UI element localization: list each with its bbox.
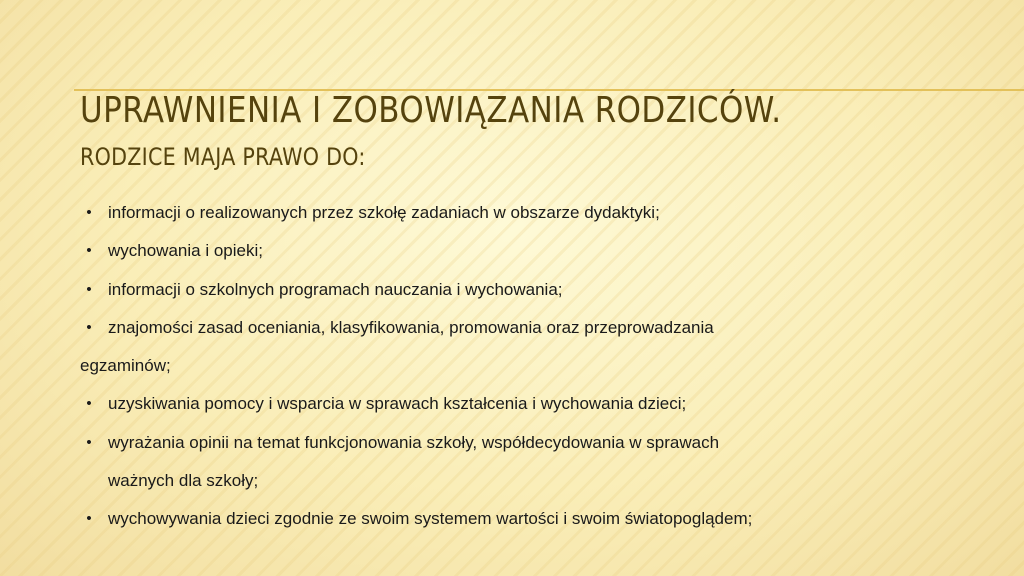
list-item-text: informacji o realizowanych przez szkołę zadaniach w obszarze dydaktyki;	[108, 203, 660, 222]
list-item	[80, 194, 980, 232]
bullet-icon: •	[86, 318, 92, 336]
list-item	[80, 424, 980, 462]
list-item-text: informacji o szkolnych programach nauczania i wychowania;	[108, 279, 563, 299]
bullet-icon: •	[86, 433, 92, 451]
list-item-text: uzyskiwania pomocy i wsparcia w sprawach kształcenia i wychowania dzieci;	[108, 394, 687, 414]
list-item-text: wychowywania dzieci zgodnie ze swoim systemem wartości i swoim światopoglądem;	[108, 509, 753, 529]
bullet-icon: •	[86, 204, 92, 221]
bullet-icon: •	[86, 395, 92, 413]
list-item	[80, 347, 980, 385]
list-item	[80, 271, 980, 309]
list-item	[80, 462, 980, 500]
list-item-text: znajomości zasad oceniania, klasyfikowania, promowania oraz przeprowadzania	[108, 317, 714, 337]
list-item	[80, 309, 980, 347]
list-item-text: ważnych dla szkoły;	[108, 471, 259, 491]
bullet-icon: •	[86, 510, 92, 528]
list-item	[80, 385, 980, 423]
list-item	[80, 232, 980, 270]
list-item	[80, 500, 980, 538]
list-item-text: wyrażania opinii na temat funkcjonowania szkoły, współdecydowania w sprawach	[108, 432, 720, 452]
bullet-icon: •	[86, 280, 92, 298]
list-item-text: wychowania i opieki;	[108, 241, 263, 261]
bullet-list	[80, 194, 980, 539]
slide-subtitle: RODZICE MAJA PRAWO DO:	[80, 143, 366, 171]
bullet-icon: •	[86, 242, 92, 260]
list-item-text: egzaminów;	[80, 356, 171, 376]
slide-title: UPRAWNIENIA I ZOBOWIĄZANIA RODZICÓW.	[80, 90, 782, 131]
